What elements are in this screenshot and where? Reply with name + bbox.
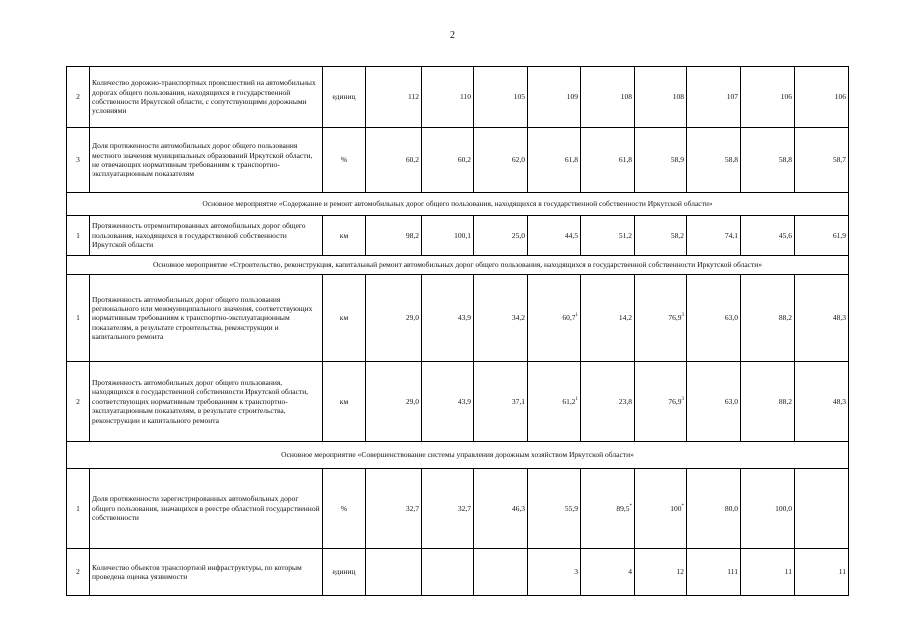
value-text: 88,2 [778, 396, 792, 406]
value-text: 60,7 [562, 313, 576, 323]
value-text: 43,9 [457, 313, 471, 323]
value-cell [741, 128, 795, 193]
value-text: 76,9 [668, 396, 682, 406]
value-cell [687, 216, 741, 256]
section-row [67, 256, 849, 275]
value-cell [528, 128, 581, 193]
row-number: 2 [67, 67, 90, 128]
value-cell [687, 275, 741, 362]
value-text: 34,2 [511, 313, 525, 323]
value-cell [795, 549, 849, 596]
unit-cell: единиц [323, 67, 366, 128]
value-text: 29,0 [405, 313, 419, 323]
indicator-name: Доля протяженности автомобильных дорог общего пользования местного значения муниципальных образований Иркутской области, не отвечающих нормативным требованиям к транспортно-эксплуатационным показателям [90, 128, 323, 193]
value-cell [366, 67, 422, 128]
value-cell [635, 216, 687, 256]
value-text: 32,7 [405, 503, 419, 513]
value-cell [474, 549, 528, 596]
value-cell [741, 216, 795, 256]
row-number: 3 [67, 128, 90, 193]
value-cell [528, 362, 581, 442]
value-text: 105 [513, 92, 525, 102]
value-text: 11 [784, 567, 792, 577]
value-cell [635, 549, 687, 596]
value-cell [366, 469, 422, 549]
indicator-name: Количество дорожно-транспортных происшествий на автомобильных дорогах общего пользования, находящихся в государственной собственности Иркутской области, с сопутствующими дорожными условиями [90, 67, 323, 128]
value-text: 112 [408, 92, 419, 102]
value-cell [635, 362, 687, 442]
value-cell [422, 549, 474, 596]
value-cell [635, 128, 687, 193]
value-text: 100,0 [775, 503, 792, 513]
value-cell [581, 216, 635, 256]
value-text: 46,3 [511, 503, 525, 513]
value-text: 45,6 [778, 230, 792, 240]
indicator-name: Количество объектов транспортной инфраструктуры, по которым проведена оценка уязвимости [90, 549, 323, 596]
value-text: 48,3 [832, 313, 846, 323]
value-text: 58,9 [670, 155, 684, 165]
value-cell [795, 275, 849, 362]
value-cell [741, 67, 795, 128]
value-text: 29,0 [405, 396, 419, 406]
value-cell [528, 549, 581, 596]
value-cell [474, 469, 528, 549]
value-text: 37,1 [511, 396, 525, 406]
value-text: 61,9 [832, 230, 846, 240]
footnote-mark: 3 [681, 313, 684, 319]
table-row [67, 67, 849, 128]
value-text: 58,8 [724, 155, 738, 165]
value-text: 60,2 [457, 155, 471, 165]
value-cell [581, 275, 635, 362]
value-cell [741, 362, 795, 442]
value-text: 74,1 [724, 230, 738, 240]
value-cell [795, 362, 849, 442]
value-cell [795, 128, 849, 193]
indicators-table [66, 66, 849, 596]
value-cell [474, 67, 528, 128]
value-cell [474, 275, 528, 362]
table-row [67, 362, 849, 442]
value-cell [528, 469, 581, 549]
row-number: 1 [67, 216, 90, 256]
value-text: 3 [574, 567, 578, 577]
value-text: 23,8 [618, 396, 632, 406]
value-cell [581, 549, 635, 596]
value-text: 106 [780, 92, 792, 102]
value-text: 32,7 [457, 503, 471, 513]
value-cell [687, 469, 741, 549]
value-cell [528, 216, 581, 256]
value-text: 62,0 [511, 155, 525, 165]
footnote-mark: 3 [681, 396, 684, 402]
value-cell [795, 67, 849, 128]
value-cell [581, 67, 635, 128]
value-cell [687, 67, 741, 128]
value-text: 98,2 [405, 230, 419, 240]
section-title: Основное мероприятие «Строительство, реконструкция, капитальный ремонт автомобильных дорог общего пользования, находящихся в государственной собственности Иркутской области» [67, 256, 849, 275]
section-title: Основное мероприятие «Совершенствование системы управления дорожным хозяйством Иркутской области» [67, 442, 849, 469]
value-cell [795, 469, 849, 549]
value-cell [741, 469, 795, 549]
value-text: 12 [676, 567, 684, 577]
value-text: 25,0 [511, 230, 525, 240]
value-text: 100,1 [454, 230, 471, 240]
table-row [67, 275, 849, 362]
value-cell [422, 275, 474, 362]
section-title: Основное мероприятие «Содержание и ремонт автомобильных дорог общего пользования, находящихся в государственной собственности Иркутской области» [67, 193, 849, 216]
value-cell [635, 67, 687, 128]
value-cell [422, 469, 474, 549]
value-text: 61,2 [562, 396, 576, 406]
table-row [67, 469, 849, 549]
indicator-name: Протяженность автомобильных дорог общего пользования, находящихся в государственной собственности Иркутской области, соответствующих нормативным требованиям к транспортно-эксплуатационным показателям, в результате строительства, реконструкции и капитального ремонта [90, 362, 323, 442]
value-cell [635, 275, 687, 362]
value-text: 55,9 [564, 503, 578, 513]
row-number: 1 [67, 275, 90, 362]
value-text: 88,2 [778, 313, 792, 323]
value-text: 76,9 [668, 313, 682, 323]
value-cell [366, 362, 422, 442]
value-cell [635, 469, 687, 549]
value-cell [422, 216, 474, 256]
value-cell [422, 67, 474, 128]
unit-cell: км [323, 275, 366, 362]
value-cell [366, 549, 422, 596]
value-text: 109 [566, 92, 578, 102]
value-text: 4 [628, 567, 632, 577]
value-text: 58,2 [670, 230, 684, 240]
value-text: 51,2 [618, 230, 632, 240]
value-cell [366, 128, 422, 193]
unit-cell: % [323, 128, 366, 193]
value-text: 61,8 [564, 155, 578, 165]
table-row [67, 549, 849, 596]
section-row [67, 442, 849, 469]
value-text: 44,5 [564, 230, 578, 240]
footnote-mark: 1 [575, 396, 578, 402]
indicator-name: Протяженность отремонтированных автомобильных дорог общего пользования, находящихся в государственной собственности Иркутской области [90, 216, 323, 256]
value-text: 43,9 [457, 396, 471, 406]
footnote-mark: * [629, 503, 632, 509]
value-text: 111 [727, 567, 738, 577]
indicator-name: Протяженность автомобильных дорог общего пользования регионального или межмуниципального значения, соответствующих нормативным требованиям к транспортно-эксплуатационным показателям, в результате строительства, реконструкции и капитального ремонта [90, 275, 323, 362]
value-cell [528, 67, 581, 128]
value-text: 107 [726, 92, 738, 102]
value-text: 108 [672, 92, 684, 102]
value-cell [474, 216, 528, 256]
value-cell [795, 216, 849, 256]
unit-cell: единиц [323, 549, 366, 596]
indicator-name: Доля протяженности зарегистрированных автомобильных дорог общего пользования, значащихся в реестре областной государственной собственности [90, 469, 323, 549]
value-text: 58,7 [832, 155, 846, 165]
page-number: 2 [450, 30, 455, 41]
value-cell [687, 549, 741, 596]
row-number: 1 [67, 469, 90, 549]
value-cell [366, 275, 422, 362]
value-cell [687, 362, 741, 442]
value-text: 106 [834, 92, 846, 102]
value-text: 80,0 [724, 503, 738, 513]
value-text: 14,2 [618, 313, 632, 323]
value-cell [741, 275, 795, 362]
unit-cell: км [323, 362, 366, 442]
value-cell [687, 128, 741, 193]
value-text: 48,3 [832, 396, 846, 406]
unit-cell: % [323, 469, 366, 549]
value-text: 63,0 [724, 396, 738, 406]
footnote-mark: 1 [575, 313, 578, 319]
value-cell [474, 128, 528, 193]
value-cell [741, 549, 795, 596]
unit-cell: км [323, 216, 366, 256]
value-text: 63,0 [724, 313, 738, 323]
footnote-mark: * [681, 503, 684, 509]
table-row [67, 216, 849, 256]
value-cell [366, 216, 422, 256]
table-row [67, 128, 849, 193]
value-cell [422, 128, 474, 193]
value-cell [422, 362, 474, 442]
value-text: 89,5 [616, 503, 630, 513]
row-number: 2 [67, 362, 90, 442]
value-text: 11 [838, 567, 846, 577]
value-cell [581, 362, 635, 442]
value-text: 110 [460, 92, 471, 102]
value-cell [474, 362, 528, 442]
value-cell [528, 275, 581, 362]
value-text: 108 [620, 92, 632, 102]
value-cell [581, 469, 635, 549]
value-text: 58,8 [778, 155, 792, 165]
row-number: 2 [67, 549, 90, 596]
value-text: 61,8 [618, 155, 632, 165]
value-text: 100 [670, 503, 682, 513]
value-cell [581, 128, 635, 193]
value-text: 60,2 [405, 155, 419, 165]
section-row [67, 193, 849, 216]
